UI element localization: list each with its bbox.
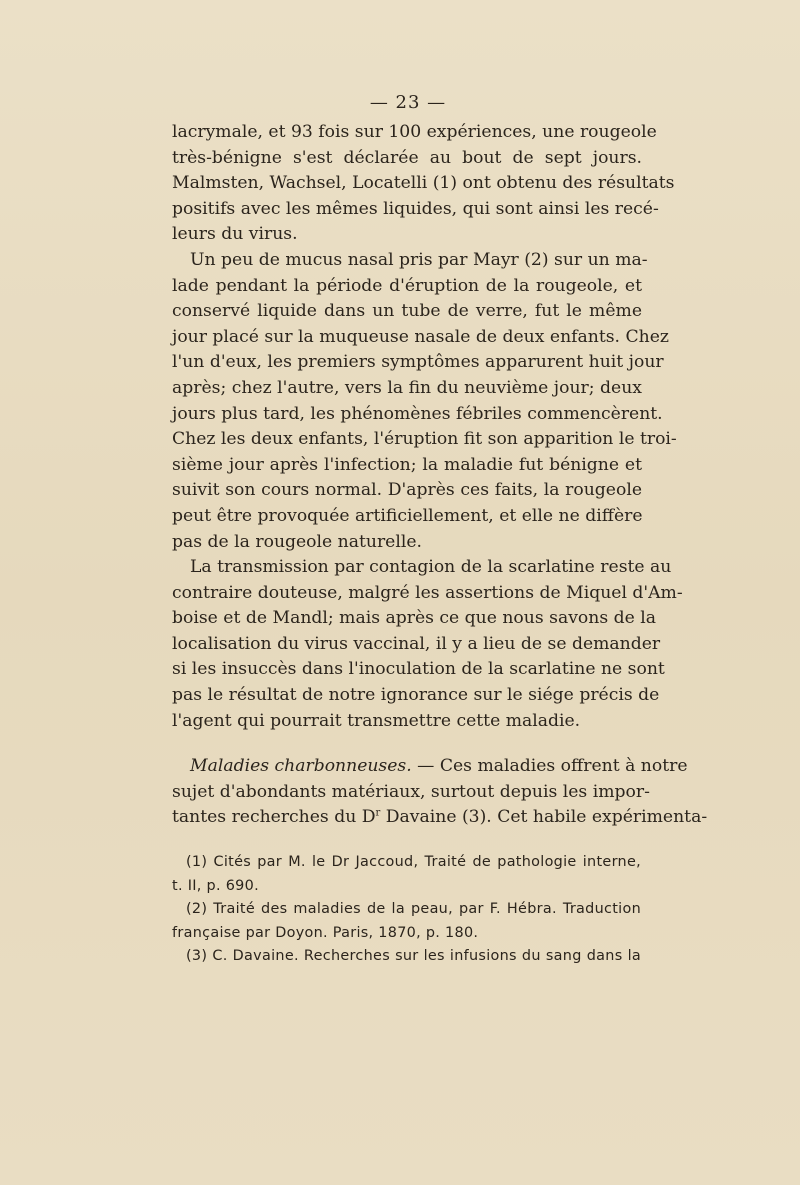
section-text: tantes recherches du D: [172, 807, 376, 828]
text-line: l'un d'eux, les premiers symptômes apparurent huit jour: [172, 352, 664, 373]
section-paragraph: [172, 754, 708, 831]
text-line: lacrymale, et 93 fois sur 100 expériences, une rougeole: [172, 122, 657, 142]
section-gap: [172, 734, 642, 754]
text-line: contraire douteuse, malgré les assertions de Miquel d'Am-: [172, 582, 683, 603]
text-line: sujet d'abondants matériaux, surtout depuis les impor-: [172, 781, 650, 802]
paragraph-1: [172, 120, 675, 248]
text-line: Malmsten, Wachsel, Locatelli (1) ont obtenu des résultats: [172, 173, 675, 194]
text-line: suivit son cours normal. D'après ces faits, la rougeole: [172, 480, 642, 501]
text-line: très-bénigne s'est déclarée au bout de sept jours.: [172, 147, 642, 168]
text-line: [172, 805, 708, 831]
text-line: conservé liquide dans un tube de verre, fut le même: [172, 301, 642, 322]
text-line: peut être provoquée artificiellement, et elle ne diffère: [172, 505, 643, 526]
section-text: — Ces maladies offrent à notre: [411, 756, 688, 777]
text-line: sième jour après l'infection; la maladie fut bénigne et: [172, 454, 642, 475]
text-line: jour placé sur la muqueuse nasale de deux enfants. Chez: [172, 326, 669, 347]
text-line: Un peu de mucus nasal pris par Mayr (2) sur un ma-: [190, 249, 648, 270]
text-line: La transmission par contagion de la scarlatine reste au: [190, 557, 672, 578]
text-line: jours plus tard, les phénomènes fébriles commencèrent.: [172, 403, 663, 424]
text-line: [172, 754, 688, 780]
footnote-line: (2) Traité des maladies de la peau, par F. Hébra. Traduction: [186, 901, 641, 917]
footnote-1: [172, 851, 641, 898]
footnote-3: [186, 945, 641, 969]
superscript: r: [375, 807, 381, 819]
text-line: lade pendant la période d'éruption de la rougeole, et: [172, 275, 642, 296]
page-number: — 23 —: [369, 92, 447, 113]
section-text: Davaine (3). Cet habile expérimenta-: [380, 807, 708, 828]
text-line: l'agent qui pourrait transmettre cette maladie.: [172, 710, 581, 731]
footnote-line: t. II, p. 690.: [172, 877, 259, 894]
text-line: pas de la rougeole naturelle.: [172, 531, 422, 552]
text-line: leurs du virus.: [172, 224, 298, 245]
text-line: localisation du virus vaccinal, il y a lieu de se demander: [172, 633, 661, 654]
footnote-line: (1) Cités par M. le Dr Jaccoud, Traité de pathologie interne,: [186, 854, 641, 870]
text-line: pas le résultat de notre ignorance sur le siége précis de: [172, 685, 660, 706]
footnotes: [172, 851, 641, 969]
text-line: Chez les deux enfants, l'éruption fit son apparition le troi-: [172, 429, 677, 450]
paragraph-3: [172, 555, 683, 734]
section-title: Maladies charbonneuses.: [190, 756, 412, 777]
paragraph-2: [172, 248, 677, 555]
body-text: [172, 120, 708, 831]
text-line: positifs avec les mêmes liquides, qui sont ainsi les recé-: [172, 198, 659, 219]
text-line: boise et de Mandl; mais après ce que nous savons de la: [172, 608, 656, 629]
text-line: après; chez l'autre, vers la fin du neuvième jour; deux: [172, 377, 642, 398]
footnote-line: française par Doyon. Paris, 1870, p. 180.: [172, 924, 479, 941]
footnote-line: (3) C. Davaine. Recherches sur les infusions du sang dans la: [186, 948, 641, 964]
text-line: si les insuccès dans l'inoculation de la scarlatine ne sont: [172, 659, 665, 680]
footnote-2: [172, 898, 641, 945]
